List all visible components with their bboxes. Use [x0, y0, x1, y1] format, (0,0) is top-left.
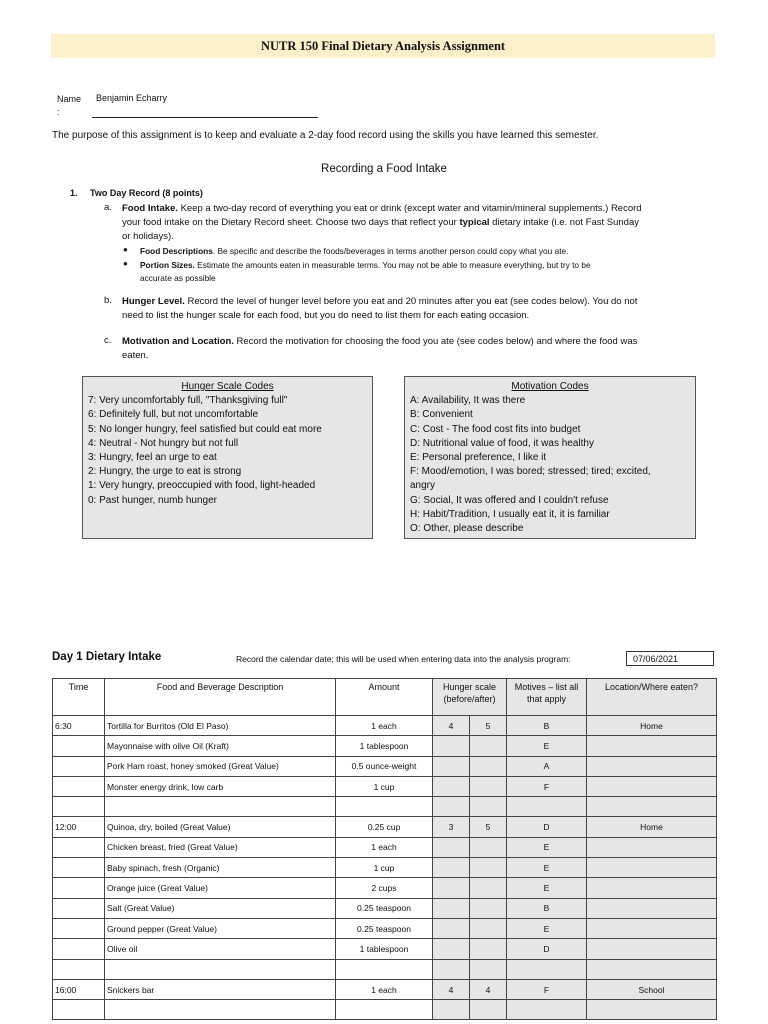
motivation-codes-list	[410, 394, 690, 536]
cell-time[interactable]: 12:00	[53, 817, 105, 837]
bullet-portion-sizes	[140, 259, 716, 285]
bullet-2-text2: accurate as possible	[140, 273, 216, 283]
date-instruction: Record the calendar date; this will be used when entering data into the analysis program:	[236, 654, 571, 664]
cell-location[interactable]	[587, 837, 717, 857]
cell-motive[interactable]: F	[507, 979, 587, 999]
motivation-code-item: angry	[410, 480, 436, 492]
table-row	[53, 837, 717, 857]
cell-hunger-after[interactable]: 4	[470, 979, 507, 999]
cell-amount[interactable]: 0.25 teaspoon	[336, 918, 433, 938]
cell-hunger-after[interactable]	[470, 1000, 507, 1020]
cell-location[interactable]	[587, 858, 717, 878]
cell-hunger-after[interactable]	[470, 858, 507, 878]
cell-food[interactable]: Olive oil	[105, 939, 336, 959]
cell-time[interactable]	[53, 797, 105, 817]
cell-hunger-after[interactable]	[470, 918, 507, 938]
item-a-line3: or holidays).	[122, 231, 174, 242]
cell-motive[interactable]: A	[507, 756, 587, 776]
table-row	[53, 756, 717, 776]
dietary-intake-table	[52, 678, 717, 1020]
name-underline	[92, 117, 318, 118]
cell-food[interactable]	[105, 959, 336, 979]
cell-location[interactable]	[587, 918, 717, 938]
item-c-letter: c.	[104, 335, 112, 346]
item-c-text	[122, 335, 716, 363]
hunger-code-item: 3: Hungry, feel an urge to eat	[88, 452, 217, 464]
motivation-code-item: C: Cost - The food cost fits into budget	[410, 423, 581, 435]
table-row	[53, 736, 717, 756]
item-c-bold: Motivation and Location.	[122, 336, 234, 347]
cell-hunger-before[interactable]	[433, 776, 470, 796]
cell-amount[interactable]	[336, 959, 433, 979]
bullet-dot: ●	[123, 259, 128, 268]
cell-hunger-after[interactable]	[470, 797, 507, 817]
cell-motive[interactable]	[507, 797, 587, 817]
cell-hunger-before[interactable]	[433, 959, 470, 979]
bullet-dot: ●	[123, 245, 128, 254]
cell-location[interactable]	[587, 736, 717, 756]
motivation-code-item: H: Habit/Tradition, I usually eat it, it is familiar	[410, 508, 610, 520]
cell-hunger-before[interactable]	[433, 918, 470, 938]
name-label-colon: :	[57, 107, 60, 117]
cell-amount[interactable]: 2 cups	[336, 878, 433, 898]
item-b-letter: b.	[104, 295, 112, 306]
table-row	[53, 959, 717, 979]
cell-hunger-before[interactable]	[433, 837, 470, 857]
motivation-code-item: F: Mood/emotion, I was bored; stressed; tired; excited,	[410, 466, 651, 478]
cell-amount[interactable]: 1 tablespoon	[336, 939, 433, 959]
item-a-letter: a.	[104, 202, 112, 213]
cell-hunger-before[interactable]	[433, 1000, 470, 1020]
cell-hunger-after[interactable]: 5	[470, 817, 507, 837]
bullet-1-text: . Be specific and describe the foods/beverages in terms another person could copy what you ate.	[212, 246, 569, 256]
cell-time[interactable]: 6:30	[53, 716, 105, 736]
item-1	[70, 188, 203, 198]
cell-hunger-after[interactable]	[470, 756, 507, 776]
table-row	[53, 858, 717, 878]
cell-hunger-before[interactable]	[433, 878, 470, 898]
cell-location[interactable]	[587, 776, 717, 796]
bullet-1-label: Food Descriptions	[140, 246, 213, 256]
cell-food[interactable]	[105, 1000, 336, 1020]
cell-food[interactable]: Mayonnaise with olive Oil (Kraft)	[105, 736, 336, 756]
cell-hunger-before[interactable]: 3	[433, 817, 470, 837]
day-1-title: Day 1 Dietary Intake	[52, 651, 162, 663]
table-row	[53, 878, 717, 898]
motivation-code-item: A: Availability, It was there	[410, 395, 526, 407]
cell-hunger-before[interactable]: 4	[433, 716, 470, 736]
cell-time[interactable]	[53, 776, 105, 796]
motivation-codes-title: Motivation Codes	[511, 381, 589, 392]
item-a-text	[122, 202, 716, 244]
hunger-code-item: 4: Neutral - Not hungry but not full	[88, 437, 239, 449]
header-time: Time	[53, 679, 105, 716]
motivation-code-item: B: Convenient	[410, 409, 473, 421]
cell-time[interactable]	[53, 939, 105, 959]
cell-location[interactable]	[587, 959, 717, 979]
cell-time[interactable]	[53, 1000, 105, 1020]
item-b-bold: Hunger Level.	[122, 296, 185, 307]
motivation-codes-box	[404, 376, 696, 539]
table-row	[53, 776, 717, 796]
cell-time[interactable]	[53, 918, 105, 938]
cell-amount[interactable]: 1 tablespoon	[336, 736, 433, 756]
item-c-line2: eaten.	[122, 350, 149, 361]
hunger-code-item: 5: No longer hungry, feel satisfied but could eat more	[88, 423, 322, 435]
cell-time[interactable]	[53, 736, 105, 756]
cell-time[interactable]	[53, 858, 105, 878]
header-amount: Amount	[336, 679, 433, 716]
cell-hunger-before[interactable]	[433, 736, 470, 756]
table-row	[53, 918, 717, 938]
header-food: Food and Beverage Description	[105, 679, 336, 716]
cell-hunger-before[interactable]: 4	[433, 979, 470, 999]
table-row	[53, 939, 717, 959]
cell-amount[interactable]	[336, 797, 433, 817]
table-row	[53, 979, 717, 999]
cell-amount[interactable]: 1 each	[336, 979, 433, 999]
cell-hunger-after[interactable]: 5	[470, 716, 507, 736]
cell-motive[interactable]: E	[507, 837, 587, 857]
item-a-bold: Food Intake.	[122, 203, 178, 214]
cell-hunger-after[interactable]	[470, 736, 507, 756]
cell-amount[interactable]: 0.25 cup	[336, 817, 433, 837]
cell-food[interactable]: Ground pepper (Great Value)	[105, 918, 336, 938]
cell-time[interactable]	[53, 898, 105, 918]
motivation-code-item: G: Social, It was offered and I couldn't refuse	[410, 494, 609, 506]
cell-time[interactable]	[53, 756, 105, 776]
cell-food[interactable]: Orange juice (Great Value)	[105, 878, 336, 898]
cell-location[interactable]: Home	[587, 716, 717, 736]
purpose-text: The purpose of this assignment is to keep and evaluate a 2-day food record using the skills you have learned this semester.	[52, 130, 599, 141]
header-hunger-scale: Hunger scale (before/after)	[433, 679, 507, 716]
cell-hunger-before[interactable]	[433, 797, 470, 817]
hunger-code-item: 1: Very hungry, preoccupied with food, light-headed	[88, 480, 316, 492]
item-c-line1: Record the motivation for choosing the food you ate (see codes below) and where the food was	[233, 336, 638, 347]
header-motives: Motives – list all that apply	[507, 679, 587, 716]
cell-location[interactable]	[587, 898, 717, 918]
cell-motive[interactable]: E	[507, 858, 587, 878]
cell-amount[interactable]: 1 cup	[336, 858, 433, 878]
cell-motive[interactable]: F	[507, 776, 587, 796]
motivation-code-item: O: Other, please describe	[410, 523, 524, 535]
cell-motive[interactable]: B	[507, 716, 587, 736]
cell-hunger-after[interactable]	[470, 959, 507, 979]
table-row	[53, 898, 717, 918]
item-a-typical: typical	[459, 217, 490, 228]
cell-amount[interactable]: 1 each	[336, 716, 433, 736]
item-1-text: Two Day Record (8 points)	[90, 188, 203, 198]
item-1-number: 1.	[70, 188, 78, 198]
hunger-code-item: 2: Hungry, the urge to eat is strong	[88, 466, 242, 478]
cell-hunger-before[interactable]	[433, 858, 470, 878]
date-field[interactable]: 07/06/2021	[626, 651, 714, 666]
cell-food[interactable]: Chicken breast, fried (Great Value)	[105, 837, 336, 857]
cell-location[interactable]	[587, 939, 717, 959]
item-b-line1: Record the level of hunger level before you eat and 20 minutes after you eat (see codes below). You do not	[184, 296, 638, 307]
cell-hunger-before[interactable]	[433, 939, 470, 959]
cell-amount[interactable]: 0.5 ounce-weight	[336, 756, 433, 776]
cell-motive[interactable]: E	[507, 736, 587, 756]
cell-location[interactable]	[587, 878, 717, 898]
motivation-code-item: E: Personal preference, I like it	[410, 452, 547, 464]
item-b-line2: need to list the hunger scale for each food, but you do need to list them for each eating occasion.	[122, 310, 530, 321]
hunger-codes-title: Hunger Scale Codes	[181, 381, 274, 392]
cell-location[interactable]	[587, 756, 717, 776]
cell-hunger-after[interactable]	[470, 939, 507, 959]
cell-food[interactable]: Salt (Great Value)	[105, 898, 336, 918]
section-title: Recording a Food Intake	[321, 163, 447, 175]
item-a-line2a: your food intake on the Dietary Record sheet. Choose two days that reflect your	[122, 217, 460, 228]
item-b-text	[122, 295, 716, 323]
name-value: Benjamin Echarry	[96, 93, 168, 103]
bullet-food-descriptions	[140, 245, 716, 258]
name-label-text: Name	[57, 94, 82, 104]
cell-hunger-after[interactable]	[470, 898, 507, 918]
name-label	[57, 93, 81, 119]
cell-food[interactable]: Quinoa, dry, boiled (Great Value)	[105, 817, 336, 837]
hunger-code-item: 6: Definitely full, but not uncomfortable	[88, 409, 259, 421]
cell-motive[interactable]: E	[507, 918, 587, 938]
page-title: NUTR 150 Final Dietary Analysis Assignment	[51, 34, 715, 58]
bullet-2-label: Portion Sizes.	[140, 260, 195, 270]
cell-location[interactable]: School	[587, 979, 717, 999]
bullet-2-text: Estimate the amounts eaten in measurable terms. You may not be able to measure everything, but try to be	[194, 260, 591, 270]
cell-motive[interactable]: B	[507, 898, 587, 918]
table-header-row	[53, 679, 717, 716]
cell-food[interactable]	[105, 797, 336, 817]
header-location: Location/Where eaten?	[587, 679, 717, 716]
cell-food[interactable]: Pork Ham roast, honey smoked (Great Value)	[105, 756, 336, 776]
hunger-codes-box	[82, 376, 373, 539]
cell-time[interactable]	[53, 959, 105, 979]
cell-amount[interactable]: 1 cup	[336, 776, 433, 796]
cell-location[interactable]	[587, 1000, 717, 1020]
cell-hunger-before[interactable]	[433, 898, 470, 918]
cell-motive[interactable]	[507, 1000, 587, 1020]
cell-time[interactable]	[53, 837, 105, 857]
cell-time[interactable]: 16:00	[53, 979, 105, 999]
cell-food[interactable]: Tortilla for Burritos (Old El Paso)	[105, 716, 336, 736]
cell-hunger-before[interactable]	[433, 756, 470, 776]
cell-amount[interactable]: 0.25 teaspoon	[336, 898, 433, 918]
item-a-line1: Keep a two-day record of everything you eat or drink (except water and vitamin/mineral supplements.) Record	[177, 203, 642, 214]
item-a-line2b: dietary intake (i.e. not Fast Sunday	[489, 217, 639, 228]
cell-motive[interactable]: D	[507, 939, 587, 959]
table-row	[53, 716, 717, 736]
cell-amount[interactable]: 1 each	[336, 837, 433, 857]
cell-food[interactable]: Baby spinach, fresh (Organic)	[105, 858, 336, 878]
hunger-code-item: 7: Very uncomfortably full, "Thanksgiving full"	[88, 395, 288, 407]
cell-food[interactable]: Monster energy drink, low carb	[105, 776, 336, 796]
cell-amount[interactable]	[336, 1000, 433, 1020]
cell-time[interactable]	[53, 878, 105, 898]
table-row	[53, 797, 717, 817]
hunger-codes-list	[88, 394, 367, 508]
cell-motive[interactable]	[507, 959, 587, 979]
cell-hunger-after[interactable]	[470, 837, 507, 857]
cell-food[interactable]: Snickers bar	[105, 979, 336, 999]
cell-motive[interactable]: E	[507, 878, 587, 898]
cell-location[interactable]	[587, 797, 717, 817]
table-row	[53, 817, 717, 837]
cell-location[interactable]: Home	[587, 817, 717, 837]
cell-hunger-after[interactable]	[470, 878, 507, 898]
table-row	[53, 1000, 717, 1020]
cell-motive[interactable]: D	[507, 817, 587, 837]
cell-hunger-after[interactable]	[470, 776, 507, 796]
motivation-code-item: D: Nutritional value of food, it was healthy	[410, 437, 594, 449]
hunger-code-item: 0: Past hunger, numb hunger	[88, 494, 217, 506]
